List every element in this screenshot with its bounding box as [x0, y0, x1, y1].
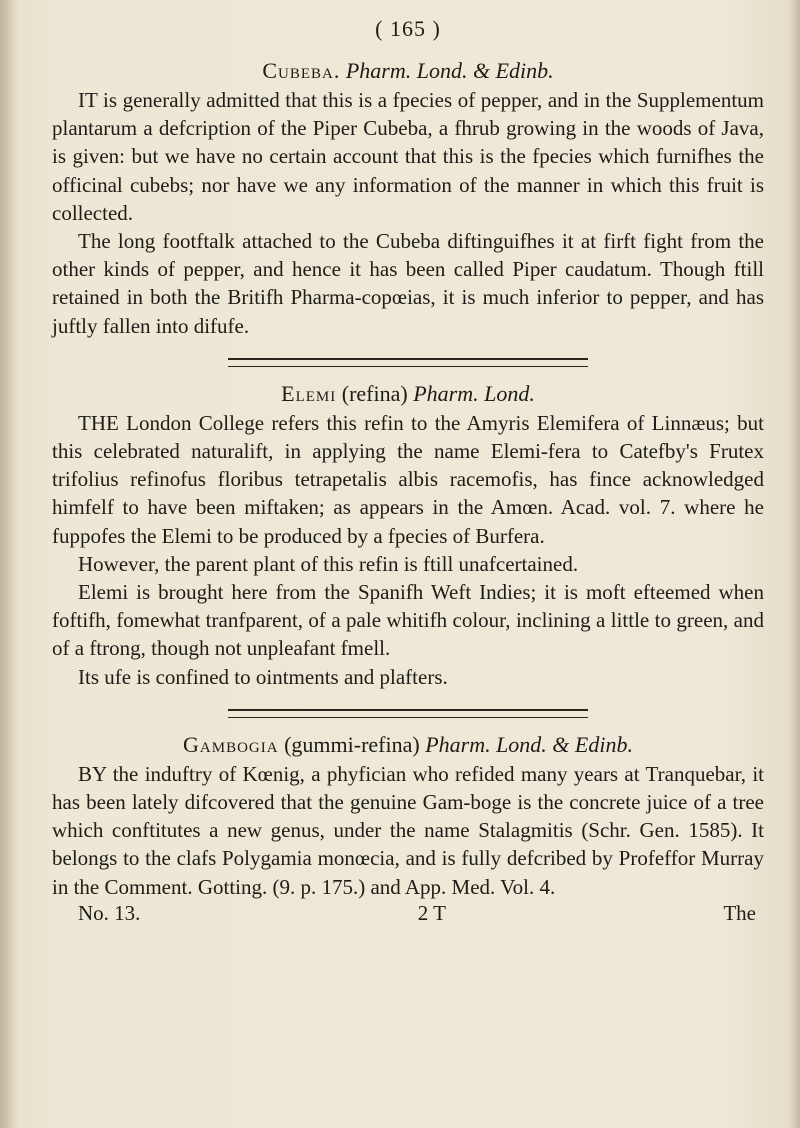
heading-pharmacopoeia: Pharm. Lond. & Edinb.: [345, 58, 554, 83]
page-edge: [788, 0, 800, 1128]
paragraph: IT is generally admitted that this is a fpecies of pepper, and in the Supplementum plantarum a defcription of the Piper Cubeba, a fhrub growing in the woods of Java, is given: but we have no certain account that this is the fpecies which furnifhes the officinal cubebs; nor have we any information of the manner in which this fruit is collected.: [52, 88, 764, 225]
heading-title: Elemi: [281, 380, 337, 406]
footer-number: No. 13.: [78, 900, 141, 925]
text-block: [52, 16, 764, 926]
paragraph: Its ufe is confined to ointments and plafters.: [78, 664, 448, 689]
paragraph: THE London College refers this refin to the Amyris Elemifera of Linnæus; but this celebrated naturalift, in applying the name Elemi-fera to Catefby's Frutex trifolius refinofus floribus tetrapetalis albis racemofis, has fince acknowledged himfelf to have been miftaken; as appears in the Amœn. Acad. vol. 7. where he fuppofes the Elemi to be produced by a fpecies of Burfera.: [52, 410, 764, 548]
section-divider: [228, 358, 588, 367]
heading-title: Gambogia: [183, 731, 279, 757]
footer-signature: 2 T: [417, 900, 446, 925]
section-heading-elemi: [52, 381, 764, 407]
heading-pharmacopoeia: Pharm. Lond.: [413, 380, 535, 406]
section-heading-gambogia: [52, 732, 764, 758]
footer-catchword: The: [723, 900, 756, 925]
spine-shadow: [0, 0, 18, 1128]
section-divider: [228, 709, 588, 718]
heading-subtitle: (refina): [341, 380, 408, 406]
page-number: ( 165 ): [375, 16, 441, 41]
heading-subtitle: (gummi-refina): [284, 731, 420, 757]
paragraph: However, the parent plant of this refin is ftill unafcertained.: [78, 551, 579, 576]
paragraph: BY the induftry of Kœnig, a phyfician who refided many years at Tranquebar, it has been lately difcovered that the genuine Gam-boge is the concrete juice of a tree which conftitutes a new genus, under the name Stalagmitis (Schr. Gen. 1585). It belongs to the clafs Polygamia monœcia, and is fully defcribed by Profeffor Murray in the Comment. Gotting. (9. p. 175.) and App. Med. Vol. 4.: [52, 761, 764, 899]
section-heading-cubeba: [52, 58, 764, 84]
page-footer: [52, 901, 764, 926]
paragraph: The long footftalk attached to the Cubeba diftinguifhes it at firft fight from the other kinds of pepper, and hence it has been called Piper caudatum. Though ftill retained in both the Britifh Pharma-copœias, it is much inferior to pepper, and has juftly fallen into difufe.: [52, 229, 764, 338]
paragraph: Elemi is brought here from the Spanifh Weft Indies; it is moft efteemed when foftifh, fomewhat tranfparent, of a pale whitifh colour, inclining a little to green, and of a ftrong, though not unpleafant fmell.: [52, 580, 764, 661]
heading-title: Cubeba.: [262, 58, 341, 83]
heading-pharmacopoeia: Pharm. Lond. & Edinb.: [425, 731, 633, 757]
